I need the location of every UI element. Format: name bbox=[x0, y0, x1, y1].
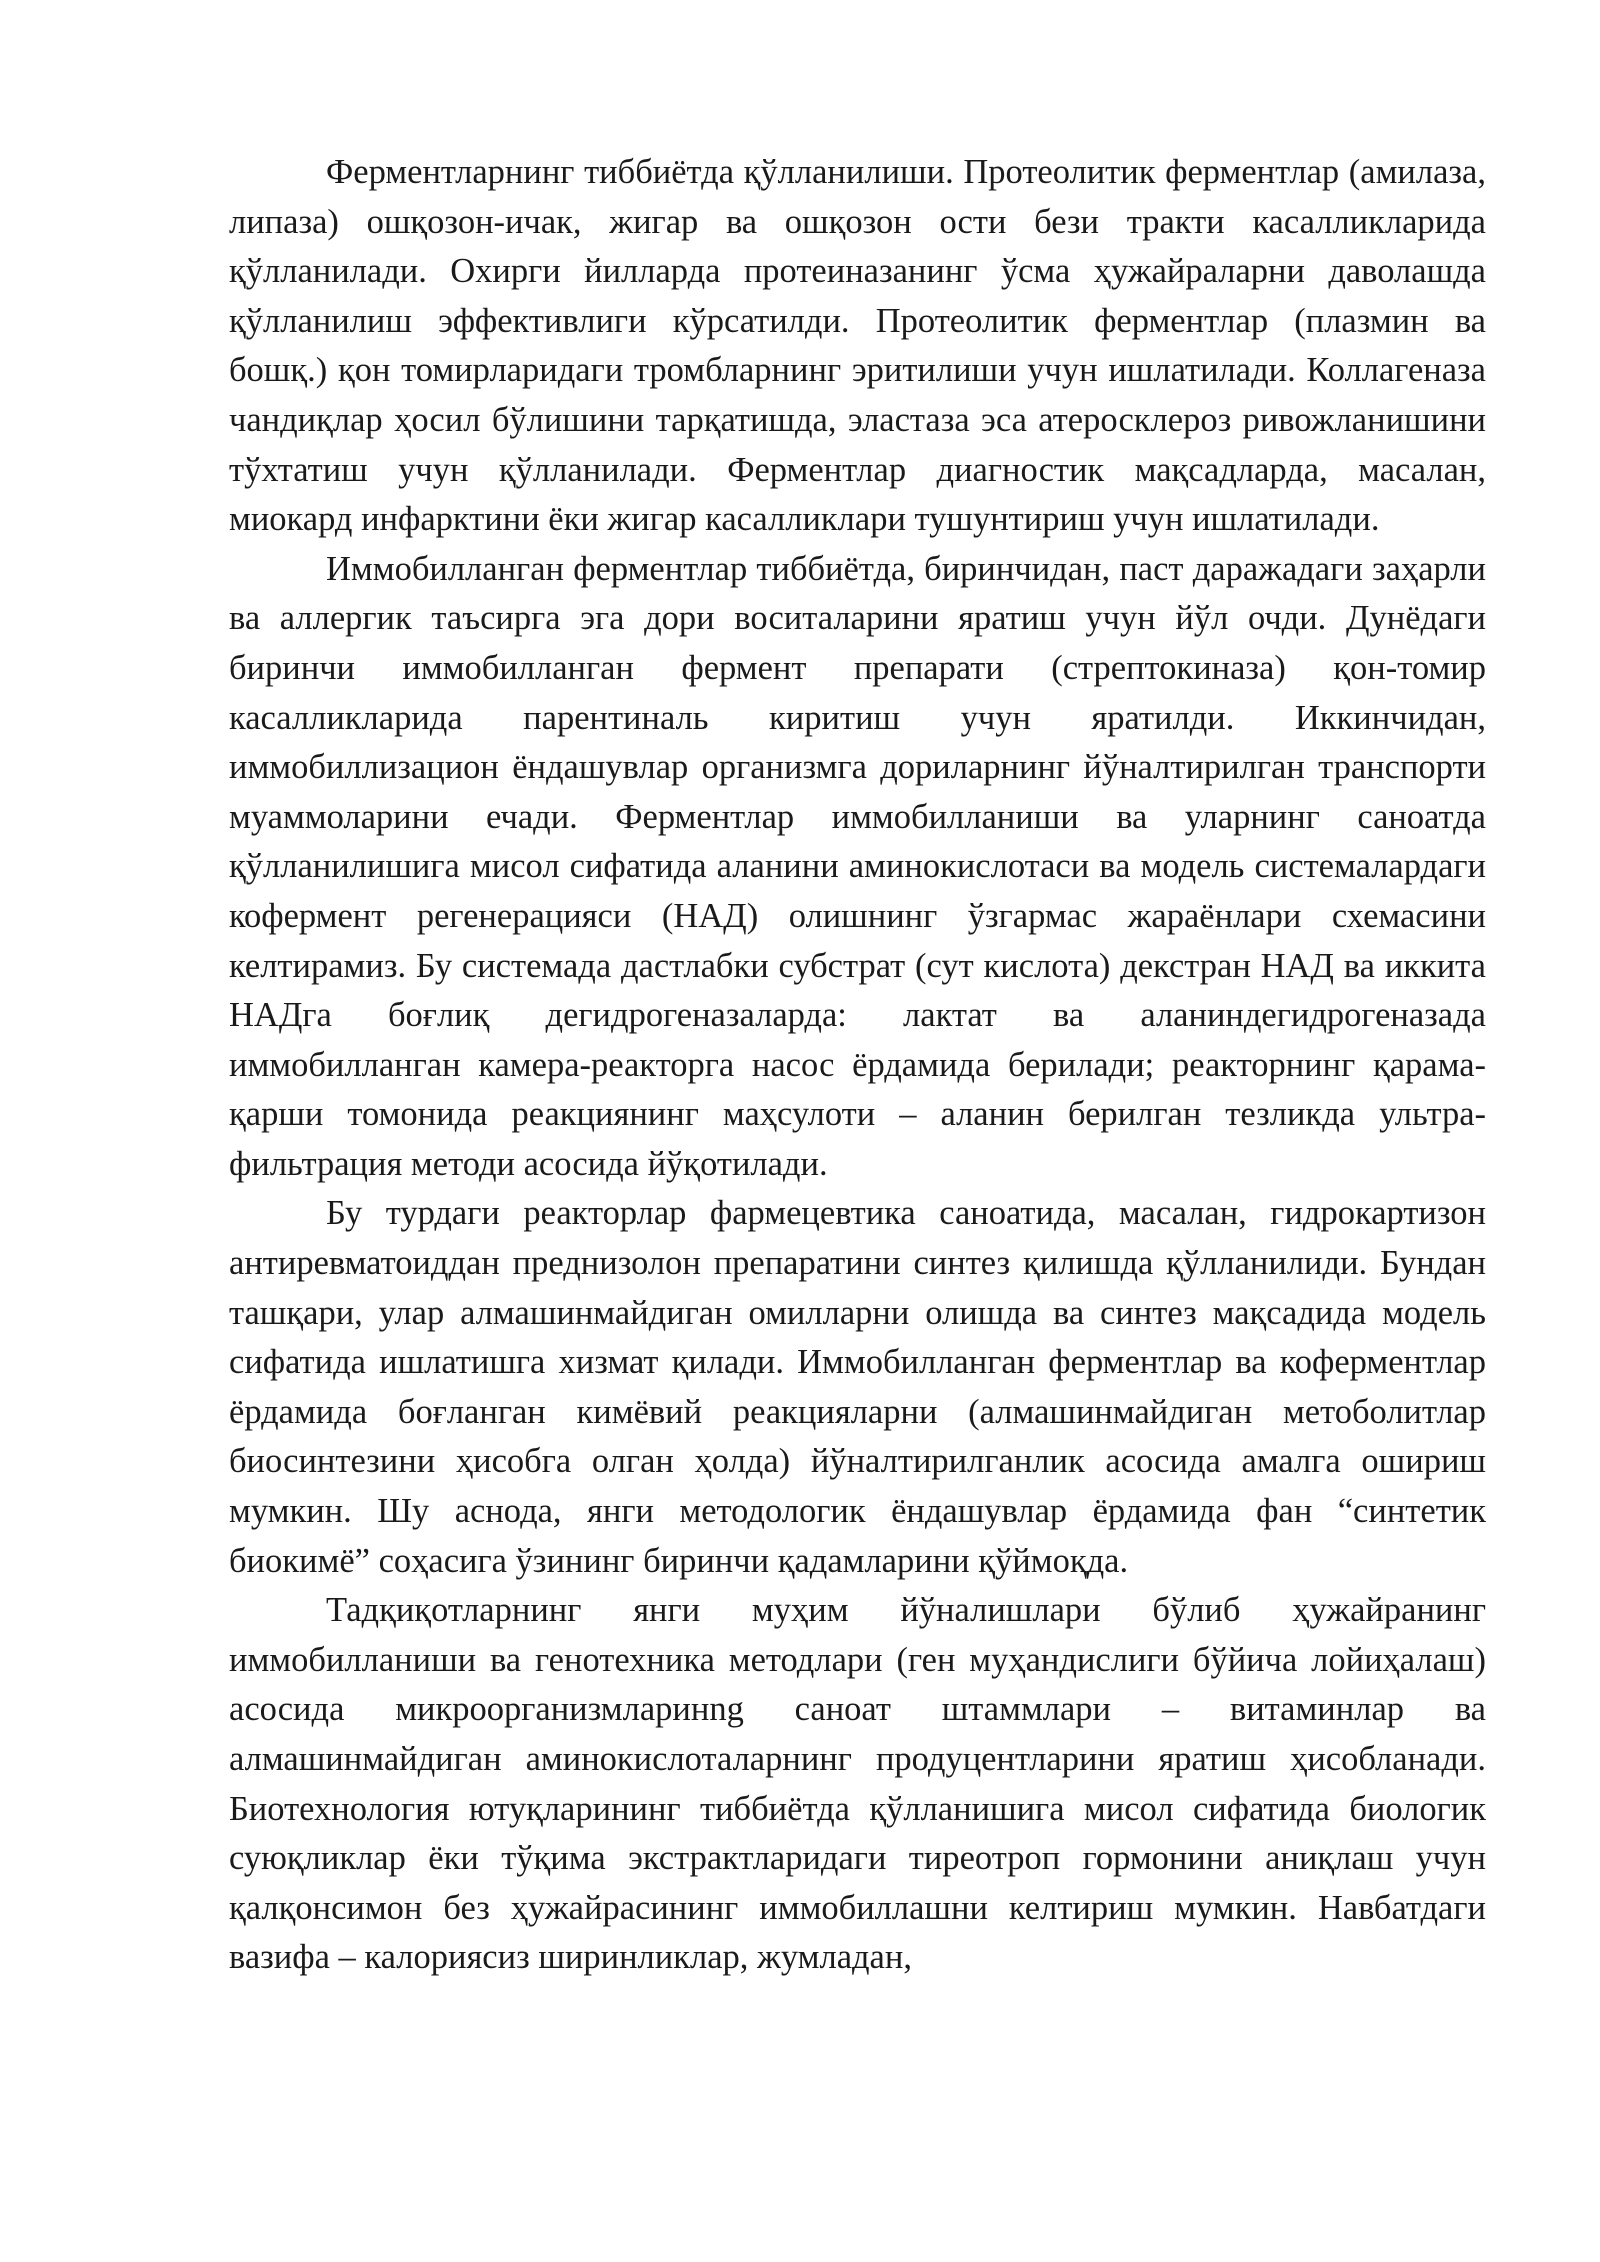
paragraph-research-directions: Тадқиқотларнинг янги муҳим йўналишлари бўлиб ҳужайранинг иммобилланиши ва генотехника методлари (ген муҳандислиги бўйича лойиҳалаш) асосида микроорганизмларинng саноат штаммлари – витаминлар ва алмашинмайдиган аминокислоталарнинг продуцентларини яратиш ҳисобланади. Биотехнология ютуқларининг тиббиётда қўлланишига мисол сифатида биологик суюқликлар ёки тўқима экстрактларидаги тиреотроп гормонини аниқлаш учун қалқонсимон без ҳужайрасининг иммобиллашни келтириш мумкин. Навбатдаги вазифа – калориясиз ширинликлар, жумладан, bbox=[229, 1591, 1486, 1977]
paragraph-reactor-types: Бу турдаги реакторлар фармецевтика саноатида, масалан, гидрокартизон антиревматоиддан преднизолон препаратини синтез қилишда қўлланилиди. Бундан ташқари, улар алмашинмайдиган омилларни олишда ва синтез мақсадида модель сифатида ишлатишга хизмат қилади. Иммобилланган ферментлар ва коферментлар ёрдамида боғланган кимёвий реакцияларни (алмашинмайдиган метоболитлар биосинтезини ҳисобга олган ҳолда) йўналтирилганлик асосида амалга ошириш мумкин. Шу аснода, янги методологик ёндашувлар ёрдамида фан “синтетик биокимё” соҳасига ўзининг биринчи қадамларини қўймоқда. bbox=[229, 1194, 1486, 1580]
paragraph-immobilized-enzymes: Иммобилланган ферментлар тиббиётда, биринчидан, паст даражадаги заҳарли ва аллергик таъсирга эга дори воситаларини яратиш учун йўл очди. Дунёдаги биринчи иммобилланган фермент препарати (стрептокиназа) қон-томир касалликларида парентиналь киритиш учун яратилди. Иккинчидан, иммобиллизацион ёндашувлар организмга дориларнинг йўналтирилган транспорти муаммоларини ечади. Ферментлар иммобилланиши ва уларнинг саноатда қўлланилишига мисол сифатида аланини аминокислотаси ва модель системалардаги кофермент регенерацияси (НАД) олишнинг ўзгармас жараёнлари схемасини келтирамиз. Бу системада дастлабки субстрат (сут кислота) декстран НАД ва иккита НАДга боғлиқ дегидрогеназаларда: лактат ва аланиндегидрогеназада иммобилланган камера-реакторга насос ёрдамида берилади; реакторнинг қарама-қарши томонида реакциянинг маҳсулоти – аланин берилган тезликда ультра-фильтрация методи асосида йўқотилади. bbox=[229, 549, 1486, 1183]
paragraph-enzymes-in-medicine: Ферментларнинг тиббиётда қўлланилиши. Протеолитик ферментлар (амилаза, липаза) ошқозон-ичак, жигар ва ошқозон ости бези тракти касалликларида қўлланилади. Охирги йилларда протеиназанинг ўсма ҳужайраларни даволашда қўлланилиш эффективлиги кўрсатилди. Протеолитик ферментлар (плазмин ва бошқ.) қон томирларидаги тромбларнинг эритилиши учун ишлатилади. Коллагеназа чандиқлар ҳосил бўлишини тарқатишда, эластаза эса атеросклероз ривожланишини тўхтатиш учун қўлланилади. Ферментлар диагностик мақсадларда, масалан, миокард инфарктини ёки жигар касалликлари тушунтириш учун ишлатилади. bbox=[229, 153, 1486, 539]
document-body bbox=[229, 148, 1486, 1983]
